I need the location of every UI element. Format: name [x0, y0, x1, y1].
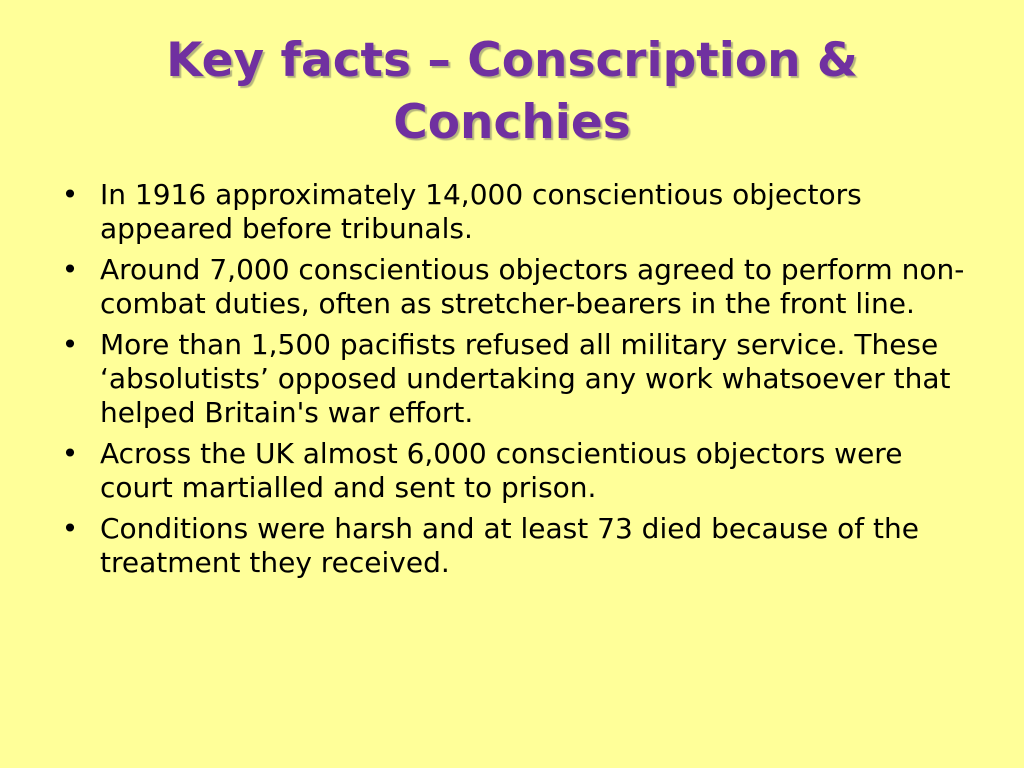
bullet-item [58, 328, 978, 430]
bullet-list [58, 178, 978, 587]
bullet-item [58, 178, 978, 246]
bullet-text: Across the UK almost 6,000 conscientious objectors were court martialled and sent to prison. [100, 437, 903, 504]
bullet-item [58, 437, 978, 505]
bullet-icon: • [61, 512, 79, 545]
bullet-text: Around 7,000 conscientious objectors agreed to perform non-combat duties, often as stretcher-bearers in the front line. [100, 253, 965, 320]
bullet-icon: • [61, 253, 79, 286]
slide-title [40, 30, 984, 154]
slide-title-line-1: Key facts – Conscription & [166, 33, 858, 88]
bullet-text: Conditions were harsh and at least 73 died because of the treatment they received. [100, 512, 919, 579]
bullet-icon: • [61, 437, 79, 470]
bullet-text: More than 1,500 pacifists refused all military service. These ‘absolutists’ opposed undertaking any work whatsoever that helped Britain's war effort. [100, 328, 951, 429]
bullet-item [58, 512, 978, 580]
slide-title-line-2: Conchies [393, 95, 631, 150]
bullet-text: In 1916 approximately 14,000 conscientious objectors appeared before tribunals. [100, 178, 862, 245]
bullet-icon: • [61, 328, 79, 361]
bullet-item [58, 253, 978, 321]
bullet-icon: • [61, 178, 79, 211]
